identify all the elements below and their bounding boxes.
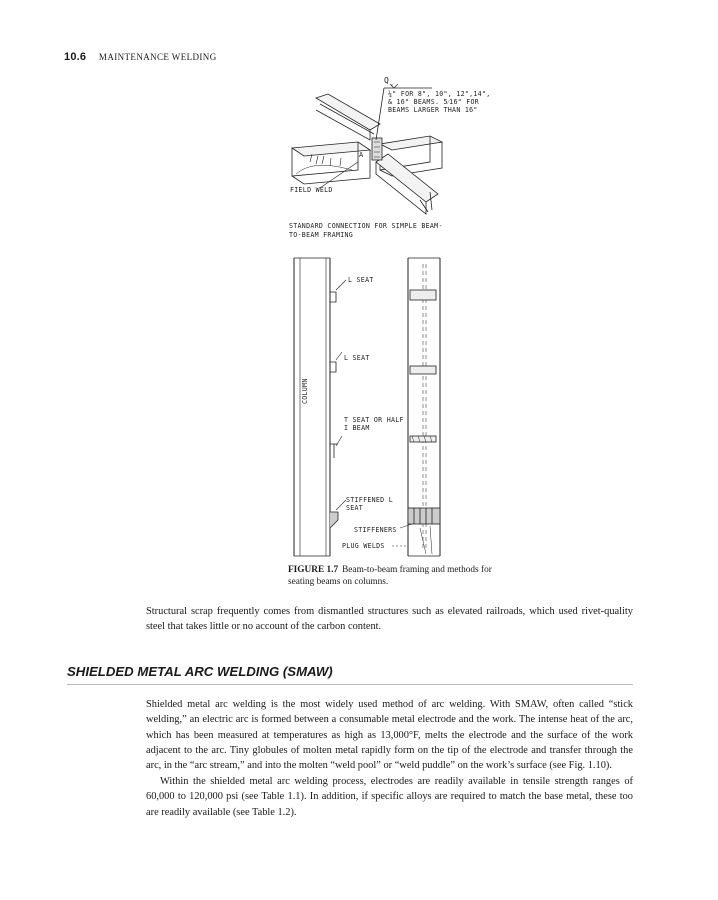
beam-back-left: [316, 94, 380, 130]
page-number: 10.6: [64, 51, 87, 63]
weld-symbol-label: Q: [384, 76, 390, 85]
figure-drawing: [280, 84, 510, 564]
figure-caption: [288, 564, 518, 588]
stiffened-seat-label: STIFFENED L SEAT: [346, 496, 393, 512]
beam-front: [376, 154, 438, 202]
l-seat-1-shape: [330, 292, 336, 302]
caption-text: Beam-to-beam framing and methods for seating beams on columns.: [288, 565, 492, 587]
plug-welds-label: PLUG WELDS: [342, 542, 385, 550]
column-left: [294, 258, 330, 556]
intro-paragraph: Structural scrap frequently comes from dismantled structures such as elevated railroads, which used rivet-quality steel that takes little or no account of the carbon content.: [146, 606, 633, 633]
section-heading: SHIELDED METAL ARC WELDING (SMAW): [67, 664, 333, 679]
page-header: [64, 51, 217, 63]
running-title: MAINTENANCE WELDING: [98, 52, 217, 62]
caption-number: FIGURE 1.7: [288, 565, 339, 575]
paragraph-1: Shielded metal arc welding is the most widely used method of arc welding. With SMAW, often called “stick welding,” an electric arc is formed between a consumable metal electrode and the work. The intense heat of the arc, which has been measured at temperatures as high as 13,000°F, melts the electrode and the surface of the work adjacent to the arc. Tiny globules of molten metal rapidly form on the tip of the electrode and transfer through the arc, in the “arc stream,” and into the molten “weld pool” or “weld puddle” on the work’s surface (see Fig. 1.10).: [146, 699, 633, 772]
stiffeners-label: STIFFENERS: [354, 526, 397, 534]
seat-right-1: [410, 290, 436, 300]
top-figure-title: STANDARD CONNECTION FOR SIMPLE BEAM-TO-BEAM FRAMING: [289, 222, 443, 239]
column-label: COLUMN: [301, 378, 309, 404]
paragraph-2: Within the shielded metal arc welding process, electrodes are readily available in tensile strength ranges of 60,000 to 120,000 psi (see Table 1.1). In addition, if specific alloys are required to match the base metal, these too are readily available (see Table 1.2).: [146, 776, 633, 818]
section-rule: [67, 684, 633, 685]
callout-text: ¼" FOR 8", 10", 12",14", & 16" BEAMS. 5⁄16" FOR BEAMS LARGER THAN 16": [388, 90, 491, 114]
beam-right: [380, 136, 442, 150]
l-seat-label-2: L SEAT: [344, 354, 370, 362]
seat-right-2: [410, 366, 436, 374]
connection-angle: [372, 138, 382, 160]
label-a: A: [359, 151, 364, 159]
figure-1-7: [280, 76, 510, 564]
t-seat-label: T SEAT OR HALF I BEAM: [344, 416, 404, 432]
l-seat-label-1: L SEAT: [348, 276, 374, 284]
stiffeners-shape: [408, 508, 440, 524]
field-weld-label: FIELD WELD: [290, 186, 333, 194]
